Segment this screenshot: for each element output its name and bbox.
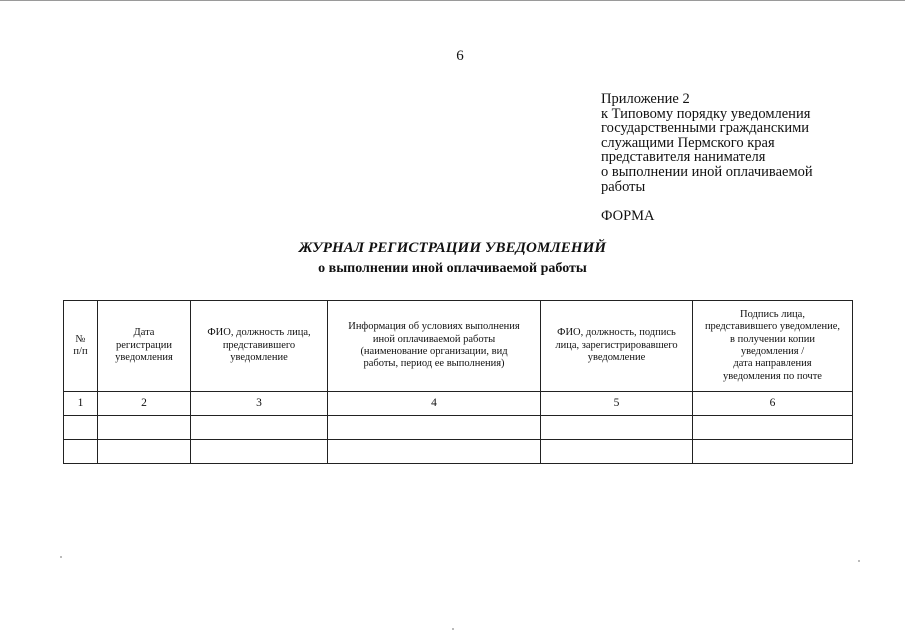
column-number: 1	[64, 392, 98, 416]
table-cell	[64, 440, 98, 464]
column-number: 4	[328, 392, 541, 416]
table-cell	[541, 440, 693, 464]
column-number: 3	[191, 392, 328, 416]
journal-table	[63, 300, 853, 464]
header-cell-registration-date	[98, 301, 191, 392]
column-number: 2	[98, 392, 191, 416]
table-cell	[328, 416, 541, 440]
appendix-line: о выполнении иной оплачиваемой	[601, 163, 813, 180]
table-row	[64, 416, 853, 440]
table-cell	[98, 440, 191, 464]
table-cell	[64, 416, 98, 440]
header-label: № п/п	[73, 333, 88, 357]
table-cell	[191, 416, 328, 440]
header-label: ФИО, должность, подпись лица, зарегистрировавшего уведомление	[555, 327, 678, 364]
header-label: ФИО, должность лица, представившего уведомление	[207, 327, 311, 364]
header-label: Подпись лица, представившего уведомление, в получении копии уведомления / дата направления уведомления по почте	[704, 308, 841, 382]
appendix-line: государственными гражданскими	[601, 120, 810, 137]
form-label: ФОРМА	[601, 208, 655, 224]
appendix-block	[601, 92, 891, 194]
appendix-line: работы	[601, 178, 646, 195]
table-cell	[191, 440, 328, 464]
table-header-row	[64, 301, 853, 392]
appendix-line: представителя нанимателя	[601, 149, 766, 166]
document-title: ЖУРНАЛ РЕГИСТРАЦИИ УВЕДОМЛЕНИЙ	[298, 240, 607, 256]
table-row	[64, 440, 853, 464]
table-cell	[328, 440, 541, 464]
scan-speck	[452, 628, 454, 630]
scan-speck	[60, 556, 62, 558]
table-cell	[693, 416, 853, 440]
column-number: 6	[693, 392, 853, 416]
appendix-line: к Типовому порядку уведомления	[601, 105, 811, 122]
header-label: Информация об условиях выполнения иной оплачиваемой работы (наименование организации, вид работы, период ее выполнения)	[348, 321, 520, 370]
table-cell	[693, 440, 853, 464]
column-number-row	[64, 392, 853, 416]
scan-speck	[858, 560, 860, 562]
table-cell	[98, 416, 191, 440]
header-label: Дата регистрации уведомления	[115, 327, 173, 364]
appendix-line: служащими Пермского края	[601, 134, 775, 151]
header-cell-submitter	[191, 301, 328, 392]
header-cell-registrar	[541, 301, 693, 392]
appendix-line: Приложение 2	[601, 91, 690, 107]
page-number: 6	[456, 48, 464, 64]
header-cell-work-info	[328, 301, 541, 392]
header-cell-signature	[693, 301, 853, 392]
document-subtitle: о выполнении иной оплачиваемой работы	[318, 261, 587, 276]
column-number: 5	[541, 392, 693, 416]
page-top-edge	[0, 0, 905, 1]
header-cell-number	[64, 301, 98, 392]
table-cell	[541, 416, 693, 440]
